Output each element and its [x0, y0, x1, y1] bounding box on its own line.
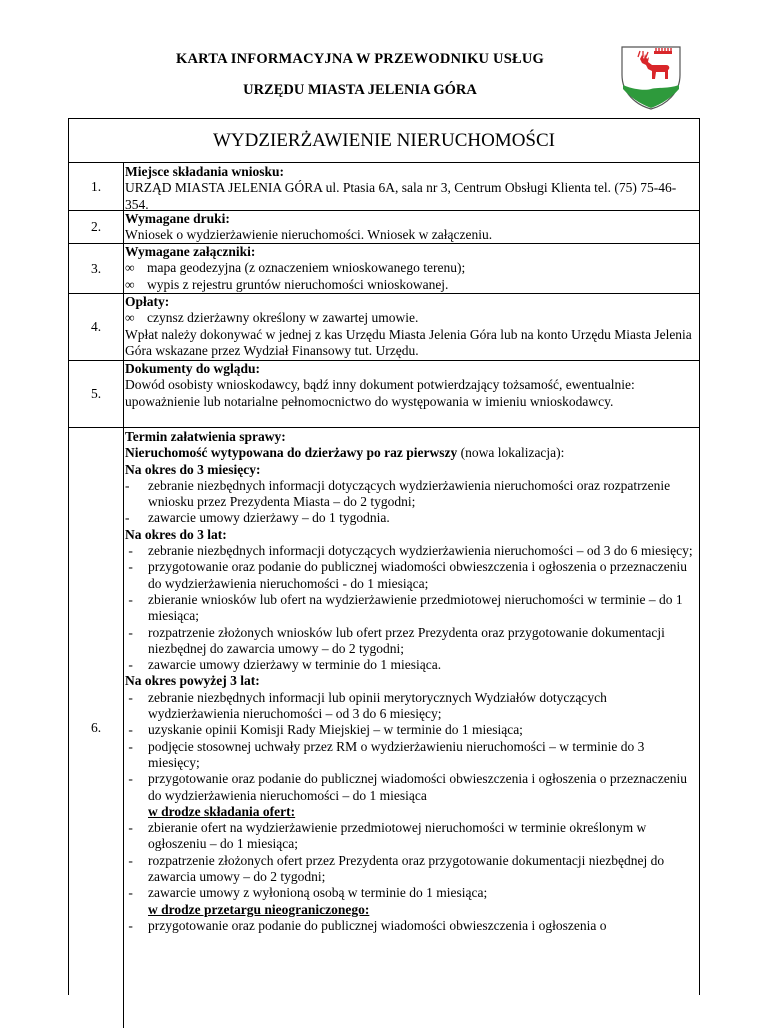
row-number: 6. [69, 428, 124, 1028]
header-line-1: KARTA INFORMACYJNA W PRZEWODNIKU USŁUG [175, 51, 544, 67]
infinity-bullet-icon: ∞ [125, 260, 135, 276]
list-item: ∞ mapa geodezyjna (z oznaczeniem wnioskowanego terenu); [125, 260, 466, 276]
list-item: - uzyskanie opinii Komisji Rady Miejskiej – w terminie do 1 miesiąca; [125, 722, 523, 738]
row-heading: Wymagane załączniki: [125, 244, 256, 259]
row-subheading: Nieruchomość wytypowana do dzierżawy po raz pierwszy [125, 445, 458, 461]
row-heading: Dokumenty do wglądu: [125, 361, 261, 376]
row-heading: Miejsce składania wniosku: [125, 164, 285, 179]
list-item: - zebranie niezbędnych informacji dotyczących wydzierżawienia nieruchomości – od 3 do 6 miesięcy; [125, 543, 693, 559]
list-item: - zawarcie umowy dzierżawy – do 1 tygodnia. [125, 510, 390, 526]
row-heading: Opłaty: [125, 294, 170, 309]
list-item: ∞ czynsz dzierżawny określony w zawartej umowie. [125, 310, 419, 326]
table-row [69, 361, 699, 428]
list-item: - rozpatrzenie złożonych ofert przez Prezydenta oraz przygotowanie dokumentacji niezbędnej do zawarcia umowy – do 2 tygodni; [125, 852, 665, 885]
list-item: - przygotowanie oraz podanie do publicznej wiadomości obwieszczenia i ogłoszenia o [125, 917, 607, 933]
list-item: ∞ wypis z rejestru gruntów nieruchomości wnioskowanej. [125, 276, 449, 292]
list-item: - zbieranie ofert na wydzierżawienie przedmiotowej nieruchomości w terminie określonym w ogłoszeniu – do 1 miesiąca; [125, 820, 647, 852]
row-text: Wniosek o wydzierżawienie nieruchomości. Wniosek w załączeniu. [125, 227, 493, 243]
subsection-title: w drodze przetargu nieograniczonego: [148, 901, 370, 917]
deer-coat-of-arms-icon [618, 45, 684, 111]
header-line-2: URZĘDU MIASTA JELENIA GÓRA [243, 82, 477, 98]
row-text: Wpłat należy dokonywać w jednej z kas Urzędu Miasta Jelenia Góra lub na konto Urzędu Miasta Jelenia Góra wskazane przez Wydział Finansowy tut. Urzędu. [125, 326, 692, 358]
table-row [69, 244, 699, 294]
row-text: URZĄD MIASTA JELENIA GÓRA ul. Ptasia 6A, sala nr 3, Centrum Obsługi Klienta tel. (75) 75-46-354. [125, 180, 677, 212]
table-row [69, 428, 699, 1028]
list-item: - rozpatrzenie złożonych wniosków lub ofert przez Prezydenta oraz przygotowanie dokumentacji niezbędnej do zawarcia umowy – do 2 tygodni; [125, 624, 665, 656]
section-title: Na okres powyżej 3 lat: [125, 673, 260, 689]
row-number: 4. [69, 294, 124, 360]
row-number: 5. [69, 361, 124, 427]
table-row [69, 294, 699, 361]
section-title: Na okres do 3 lat: [125, 526, 227, 542]
table-row [69, 163, 699, 211]
row-number: 2. [69, 211, 124, 243]
infinity-bullet-icon: ∞ [125, 276, 135, 292]
list-item: - zebranie niezbędnych informacji dotyczących wydzierżawienia nieruchomości oraz rozpatrzenie wniosku przez Prezydenta Miasta – do 2 tygodni; [125, 477, 671, 510]
list-item: - zebranie niezbędnych informacji lub opinii merytorycznych Wydziałów dotyczących wydzierżawienia nieruchomości – od 3 do 6 miesięcy; [125, 689, 607, 722]
list-item: - zawarcie umowy dzierżawy w terminie do 1 miesiąca. [125, 657, 442, 673]
list-item: - zawarcie umowy z wyłonioną osobą w terminie do 1 miesiąca; [125, 885, 488, 901]
list-item: - przygotowanie oraz podanie do publicznej wiadomości obwieszczenia i ogłoszenia o przeznaczeniu do wydzierżawienia nieruchomości – do 1 miesiąca [125, 771, 688, 803]
section-title: Na okres do 3 miesięcy: [125, 461, 261, 477]
row-text: Dowód osobisty wnioskodawcy, bądź inny dokument potwierdzający tożsamość, ewentualnie: upoważnienie lub notarialne pełnomocnictwo do występowania w imieniu wnioskodawcy. [125, 377, 635, 409]
row-subheading-note: (nowa lokalizacja): [457, 445, 565, 461]
page-header [0, 0, 768, 120]
list-item: - przygotowanie oraz podanie do publicznej wiadomości obwieszczenia i ogłoszenia o przeznaczeniu do wydzierżawienia nieruchomości - do 1 miesiąca; [125, 559, 688, 591]
table-row [69, 211, 699, 244]
info-card [68, 118, 700, 995]
subsection-title: w drodze składania ofert: [148, 803, 296, 819]
row-heading: Termin załatwienia sprawy: [125, 429, 286, 444]
infinity-bullet-icon: ∞ [125, 310, 135, 326]
row-heading: Wymagane druki: [125, 211, 230, 226]
card-title: WYDZIERŻAWIENIE NIERUCHOMOŚCI [69, 119, 699, 163]
list-item: - zbieranie wniosków lub ofert na wydzierżawienie przedmiotowej nieruchomości w terminie – do 1 miesiąca; [125, 591, 683, 624]
row-number: 3. [69, 244, 124, 293]
row-number: 1. [69, 163, 124, 210]
list-item: - podjęcie stosownej uchwały przez RM o wydzierżawieniu nieruchomości – w terminie do 3 miesięcy; [125, 738, 645, 770]
